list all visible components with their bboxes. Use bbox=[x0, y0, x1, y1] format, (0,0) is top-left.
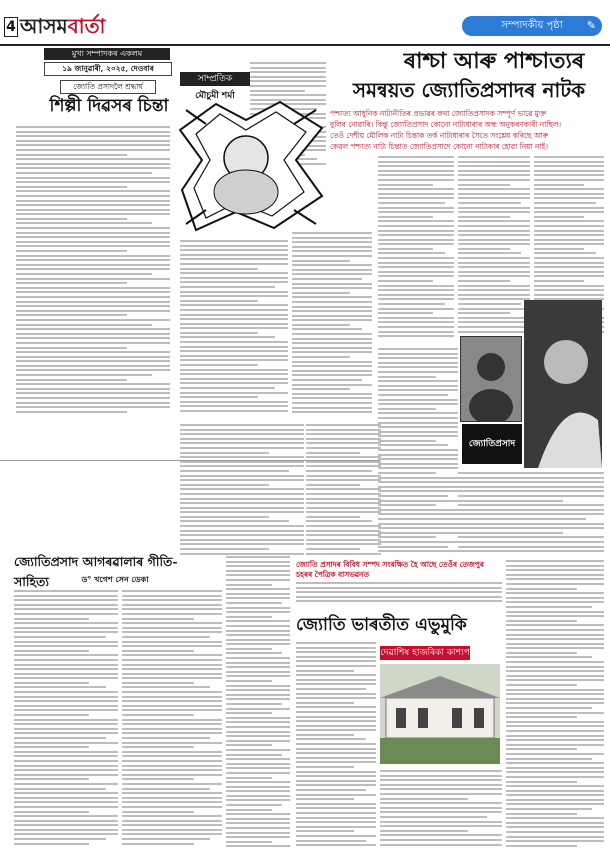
lead-body-col2 bbox=[458, 156, 530, 336]
feature-left-col3 bbox=[226, 556, 290, 852]
lead-body-col2-lower bbox=[458, 472, 604, 558]
feature-left-headline: জ্যোতিপ্ৰসাদ আগৰৱালাৰ গীতি-সাহিত্য bbox=[14, 554, 178, 589]
feature-right-intro: জ্যোতি প্ৰসাদৰ বিবিধ সম্পদ সংৰক্ষিত হৈ আছে তেওঁৰ তেজপুৰ চহৰৰ পৈত্ৰিক বাসভৱনত bbox=[296, 560, 484, 579]
lead-headline-1: ৰাশ্চা আৰু পাশ্চাত্যৰ bbox=[403, 48, 585, 74]
feature-right-body-c bbox=[506, 560, 604, 852]
column-label: সাম্প্ৰতিক bbox=[180, 72, 250, 86]
feature-left-author: ড° খগেশ সেন ডেকা bbox=[81, 574, 149, 584]
column-body-mid bbox=[292, 232, 372, 418]
section-banner-label: সম্পাদকীয় পৃষ্ঠা bbox=[501, 20, 563, 31]
portrait-photo-large bbox=[524, 300, 602, 468]
column-body-left bbox=[180, 240, 288, 418]
lead-body-bottom bbox=[378, 348, 458, 558]
feature-left-col1 bbox=[14, 590, 118, 852]
portrait-caption: জ্যোতিপ্ৰসাদ bbox=[462, 424, 522, 464]
page-number: 4 bbox=[4, 17, 18, 37]
column-body-tail bbox=[180, 424, 304, 558]
portrait-illustration bbox=[176, 100, 326, 234]
feature-right-body-b bbox=[380, 770, 502, 852]
lead-body-col1 bbox=[378, 156, 454, 344]
editorial-label: মুখ্য সম্পাদকৰ একলম bbox=[44, 48, 170, 60]
house-photo bbox=[380, 664, 500, 764]
editorial-body bbox=[16, 126, 170, 418]
brand-logo bbox=[20, 14, 105, 38]
editorial-headline: শিল্পী দিৱসৰ চিন্তা bbox=[49, 96, 169, 116]
pencil-icon: ✎ bbox=[586, 19, 596, 32]
brand-logo-part-b: বাৰ্তা bbox=[67, 14, 106, 38]
feature-right-body-a bbox=[296, 642, 376, 852]
feature-left-col2 bbox=[122, 590, 222, 852]
lead-deck-line-3: তেওঁ দেশীয় মৌলিক নাট্য চিন্তাক তৰ্ক নাট্যধাৰাৰ সৈতে সংশ্লেষ কৰিছে আৰু bbox=[330, 131, 549, 140]
portrait-photo-small bbox=[460, 336, 522, 422]
lead-headline-2: সমন্বয়ত জ্যোতিপ্ৰসাদৰ নাটক bbox=[352, 78, 586, 102]
editorial-date: ১৯ জানুৱাৰী, ২০২৫, দেওবাৰ bbox=[44, 62, 172, 76]
mid-divider bbox=[0, 460, 380, 461]
lead-deck-line-4: কেৱল পশ্চাত্য নাট্য চিন্তাত জ্যোতিপ্ৰসাদে কোনো নাট্যকাৰ হোৱা নিয়া নাই। bbox=[330, 142, 549, 151]
brand-logo-part-a: আসম bbox=[20, 14, 68, 38]
editorial-kicker: জ্যোতি প্ৰসাদলৈ শ্ৰদ্ধাৰ্ঘ bbox=[60, 80, 156, 94]
feature-right-deck bbox=[296, 582, 502, 608]
lead-deck-line-1: পশ্চাত্য আধুনিক নাট্যনীতিৰ প্ৰভাৱৰ কথা জ্যোতিপ্ৰসাদক সম্পূৰ্ণ ভাৱে মুক্ত bbox=[330, 109, 547, 118]
column-body-tail2 bbox=[306, 424, 381, 558]
section-banner bbox=[462, 16, 602, 36]
feature-right-headline: জ্যোতি ভাৰতীত এভুমুকি bbox=[296, 615, 467, 635]
lead-deck-line-2: বুলিব নোৱাৰি। কিন্তু জ্যোতিপ্ৰসাদ কোনো নাট্যধাৰাৰ অন্ধ অনুকৰণকাৰী নাছিল। bbox=[330, 120, 562, 129]
feature-right-author: দেৱাশিষ হাজৰিকা কাশ্যপ bbox=[380, 648, 470, 658]
lead-deck bbox=[330, 108, 606, 152]
column-author: মৌচুমী শৰ্মা bbox=[195, 91, 235, 101]
